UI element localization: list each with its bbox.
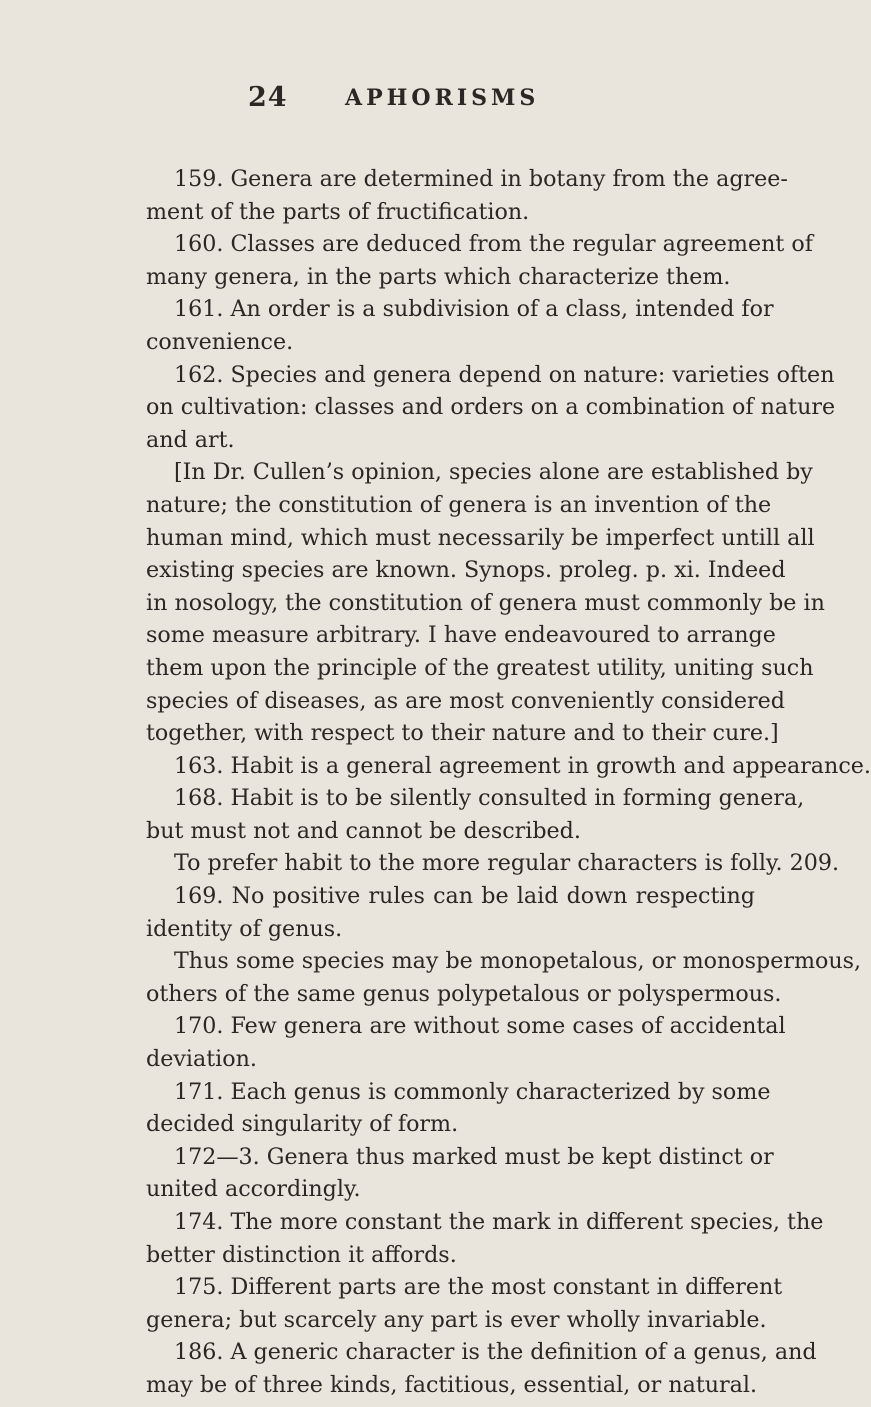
text-line: may be of three kinds, factitious, essential, or natural. (146, 1371, 758, 1398)
text-line: 159. Genera are determined in botany from the agree- (174, 166, 788, 192)
text-line: human mind, which must necessarily be imperfect untill all (146, 524, 815, 551)
page-number: 24 (248, 82, 288, 113)
text-line: nature; the constitution of genera is an invention of the (146, 491, 772, 518)
text-line: some measure arbitrary. I have endeavoured to arrange (146, 622, 776, 649)
text-line: 172—3. Genera thus marked must be kept distinct or (174, 1143, 774, 1170)
text-line: together, with respect to their nature and to their cure.] (146, 720, 779, 747)
text-line: 169. No positive rules can be laid down respecting (174, 883, 755, 910)
body-text (0, 163, 871, 1402)
text-line: 168. Habit is to be silently consulted in forming genera, (174, 785, 805, 812)
text-line: species of diseases, as are most conveniently considered (146, 687, 785, 714)
text-line: To prefer habit to the more regular characters is folly. 209. (174, 850, 840, 877)
text-line: Thus some species may be monopetalous, or monospermous, (174, 948, 862, 975)
text-line: 161. An order is a subdivision of a class, intended for (174, 296, 774, 323)
text-line: existing species are known. Synops. proleg. p. xi. Indeed (146, 557, 786, 584)
text-line: better distinction it affords. (146, 1241, 457, 1268)
text-line: and art. (146, 426, 235, 453)
text-line: genera; but scarcely any part is ever wholly invariable. (146, 1306, 767, 1333)
text-line: 171. Each genus is commonly characterized by some (174, 1078, 771, 1105)
text-line: convenience. (146, 328, 294, 355)
running-head: APHORISMS (345, 85, 540, 111)
text-line: but must not and cannot be described. (146, 817, 581, 844)
text-line: on cultivation: classes and orders on a combination of nature (146, 394, 836, 421)
text-line: identity of genus. (146, 915, 343, 942)
text-line: decided singularity of form. (146, 1111, 459, 1138)
text-line: many genera, in the parts which characterize them. (146, 263, 731, 290)
text-line: united accordingly. (146, 1176, 361, 1203)
text-line: ment of the parts of fructification. (146, 198, 530, 225)
text-line: 162. Species and genera depend on nature: varieties often (174, 361, 835, 388)
text-line: 163. Habit is a general agreement in growth and appearance. (174, 752, 871, 779)
text-line: 160. Classes are deduced from the regular agreement of (174, 231, 813, 258)
text-line: deviation. (146, 1046, 257, 1073)
text-line: in nosology, the constitution of genera must commonly be in (146, 589, 825, 616)
text-line: 186. A generic character is the definition of a genus, and (174, 1339, 817, 1366)
text-line: 170. Few genera are without some cases of accidental (174, 1013, 786, 1040)
text-line: 175. Different parts are the most constant in different (174, 1274, 783, 1301)
text-line: them upon the principle of the greatest utility, uniting such (146, 654, 814, 681)
page-header (0, 82, 801, 122)
text-line: [In Dr. Cullen’s opinion, species alone are established by (174, 459, 813, 486)
text-line: 174. The more constant the mark in different species, the (174, 1209, 824, 1235)
text-line: others of the same genus polypetalous or polyspermous. (146, 980, 782, 1007)
